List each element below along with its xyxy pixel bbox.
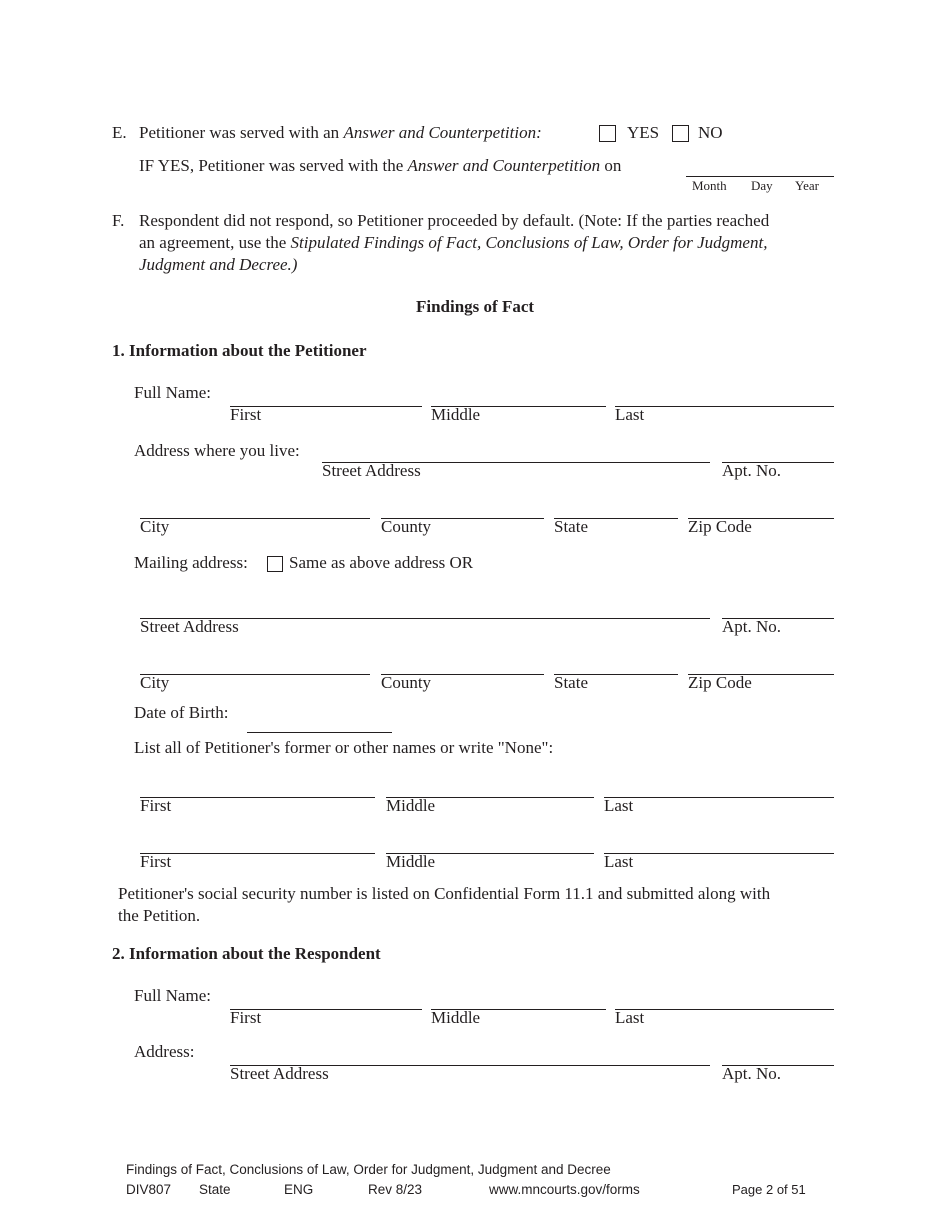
ssn-note-line2: the Petition. — [118, 906, 201, 925]
mailing-address-label: Mailing address: — [134, 553, 248, 572]
respondent-apt-label: Apt. No. — [722, 1064, 782, 1083]
dob-label: Date of Birth: — [134, 703, 229, 722]
section-f-line2 — [139, 232, 767, 254]
petitioner-last-label: Last — [615, 405, 645, 424]
same-as-above-label: Same as above address OR — [289, 553, 474, 572]
section-e-letter: E. — [112, 123, 127, 142]
mailing-county-label: County — [381, 673, 432, 692]
former1-first-line[interactable] — [140, 797, 375, 798]
former2-first-label: First — [140, 852, 172, 871]
petitioner-city-label: City — [140, 517, 170, 536]
section-f-line2-text: an agreement, use the — [139, 233, 287, 252]
footer-revision: Rev 8/23 — [368, 1182, 423, 1197]
ifyes-text-post: on — [604, 156, 622, 175]
former1-last-line[interactable] — [604, 797, 834, 798]
mailing-state-label: State — [554, 673, 588, 692]
same-as-above-checkbox[interactable] — [267, 556, 283, 572]
section-e-question — [139, 122, 542, 144]
section-f-line2-italic: Stipulated Findings of Fact, Conclusions of Law, Order for Judgment, — [290, 233, 768, 252]
no-label: NO — [698, 123, 723, 142]
mailing-city-label: City — [140, 673, 170, 692]
former2-last-label: Last — [604, 852, 634, 871]
petitioner-apt-label: Apt. No. — [722, 461, 782, 480]
date-day-label: Day — [751, 178, 773, 193]
former2-last-line[interactable] — [604, 853, 834, 854]
section-f-letter: F. — [112, 211, 125, 230]
former-names-label: List all of Petitioner's former or other names or write "None": — [134, 738, 554, 757]
petitioner-zip-label: Zip Code — [688, 517, 752, 536]
mailing-city-line[interactable] — [140, 674, 370, 675]
respondent-full-name-label: Full Name: — [134, 986, 211, 1005]
respondent-first-label: First — [230, 1008, 262, 1027]
respondent-last-name-line[interactable] — [615, 1009, 834, 1010]
footer-title: Findings of Fact, Conclusions of Law, Order for Judgment, Judgment and Decree — [126, 1162, 611, 1177]
respondent-street-label: Street Address — [230, 1064, 329, 1083]
ifyes-text: IF YES, Petitioner was served with the — [139, 156, 404, 175]
ssn-note-line1: Petitioner's social security number is listed on Confidential Form 11.1 and submitted along with — [118, 884, 771, 903]
ifyes-text-italic: Answer and Counterpetition — [407, 156, 601, 175]
mailing-zip-label: Zip Code — [688, 673, 752, 692]
footer-form-code: DIV807 — [126, 1182, 172, 1197]
mailing-apt-label: Apt. No. — [722, 617, 782, 636]
former1-middle-label: Middle — [386, 796, 436, 815]
section-e-text: Petitioner was served with an — [139, 123, 340, 142]
petitioner-county-label: County — [381, 517, 432, 536]
petitioner-heading: 1. Information about the Petitioner — [112, 341, 367, 360]
served-date-line[interactable] — [686, 176, 834, 177]
footer-website[interactable]: www.mncourts.gov/forms — [489, 1182, 640, 1197]
date-month-label: Month — [692, 178, 727, 193]
no-checkbox[interactable] — [672, 125, 689, 142]
section-e-text-italic: Answer and Counterpetition: — [343, 123, 542, 142]
former1-last-label: Last — [604, 796, 634, 815]
petitioner-last-name-line[interactable] — [615, 406, 834, 407]
respondent-last-label: Last — [615, 1008, 645, 1027]
mailing-street-label: Street Address — [140, 617, 239, 636]
findings-title: Findings of Fact — [415, 297, 535, 316]
date-year-label: Year — [795, 178, 819, 193]
respondent-address-label: Address: — [134, 1042, 195, 1061]
petitioner-address-label: Address where you live: — [134, 441, 300, 460]
section-f-line3: Judgment and Decree.) — [139, 255, 298, 274]
petitioner-middle-label: Middle — [431, 405, 481, 424]
footer-page-number: Page 2 of 51 — [732, 1182, 806, 1197]
respondent-middle-label: Middle — [431, 1008, 481, 1027]
footer-language: ENG — [284, 1182, 314, 1197]
petitioner-state-label: State — [554, 517, 588, 536]
petitioner-full-name-label: Full Name: — [134, 383, 211, 402]
former1-first-label: First — [140, 796, 172, 815]
petitioner-street-label: Street Address — [322, 461, 421, 480]
respondent-heading: 2. Information about the Respondent — [112, 944, 381, 963]
section-f-line1: Respondent did not respond, so Petitioner proceeded by default. (Note: If the parties reached — [139, 211, 770, 230]
former2-first-line[interactable] — [140, 853, 375, 854]
former2-middle-label: Middle — [386, 852, 436, 871]
petitioner-city-line[interactable] — [140, 518, 370, 519]
yes-label: YES — [627, 123, 660, 142]
footer-jurisdiction: State — [199, 1182, 231, 1197]
dob-line[interactable] — [247, 732, 392, 733]
yes-checkbox[interactable] — [599, 125, 616, 142]
section-e-ifyes — [139, 155, 621, 177]
petitioner-first-label: First — [230, 405, 262, 424]
